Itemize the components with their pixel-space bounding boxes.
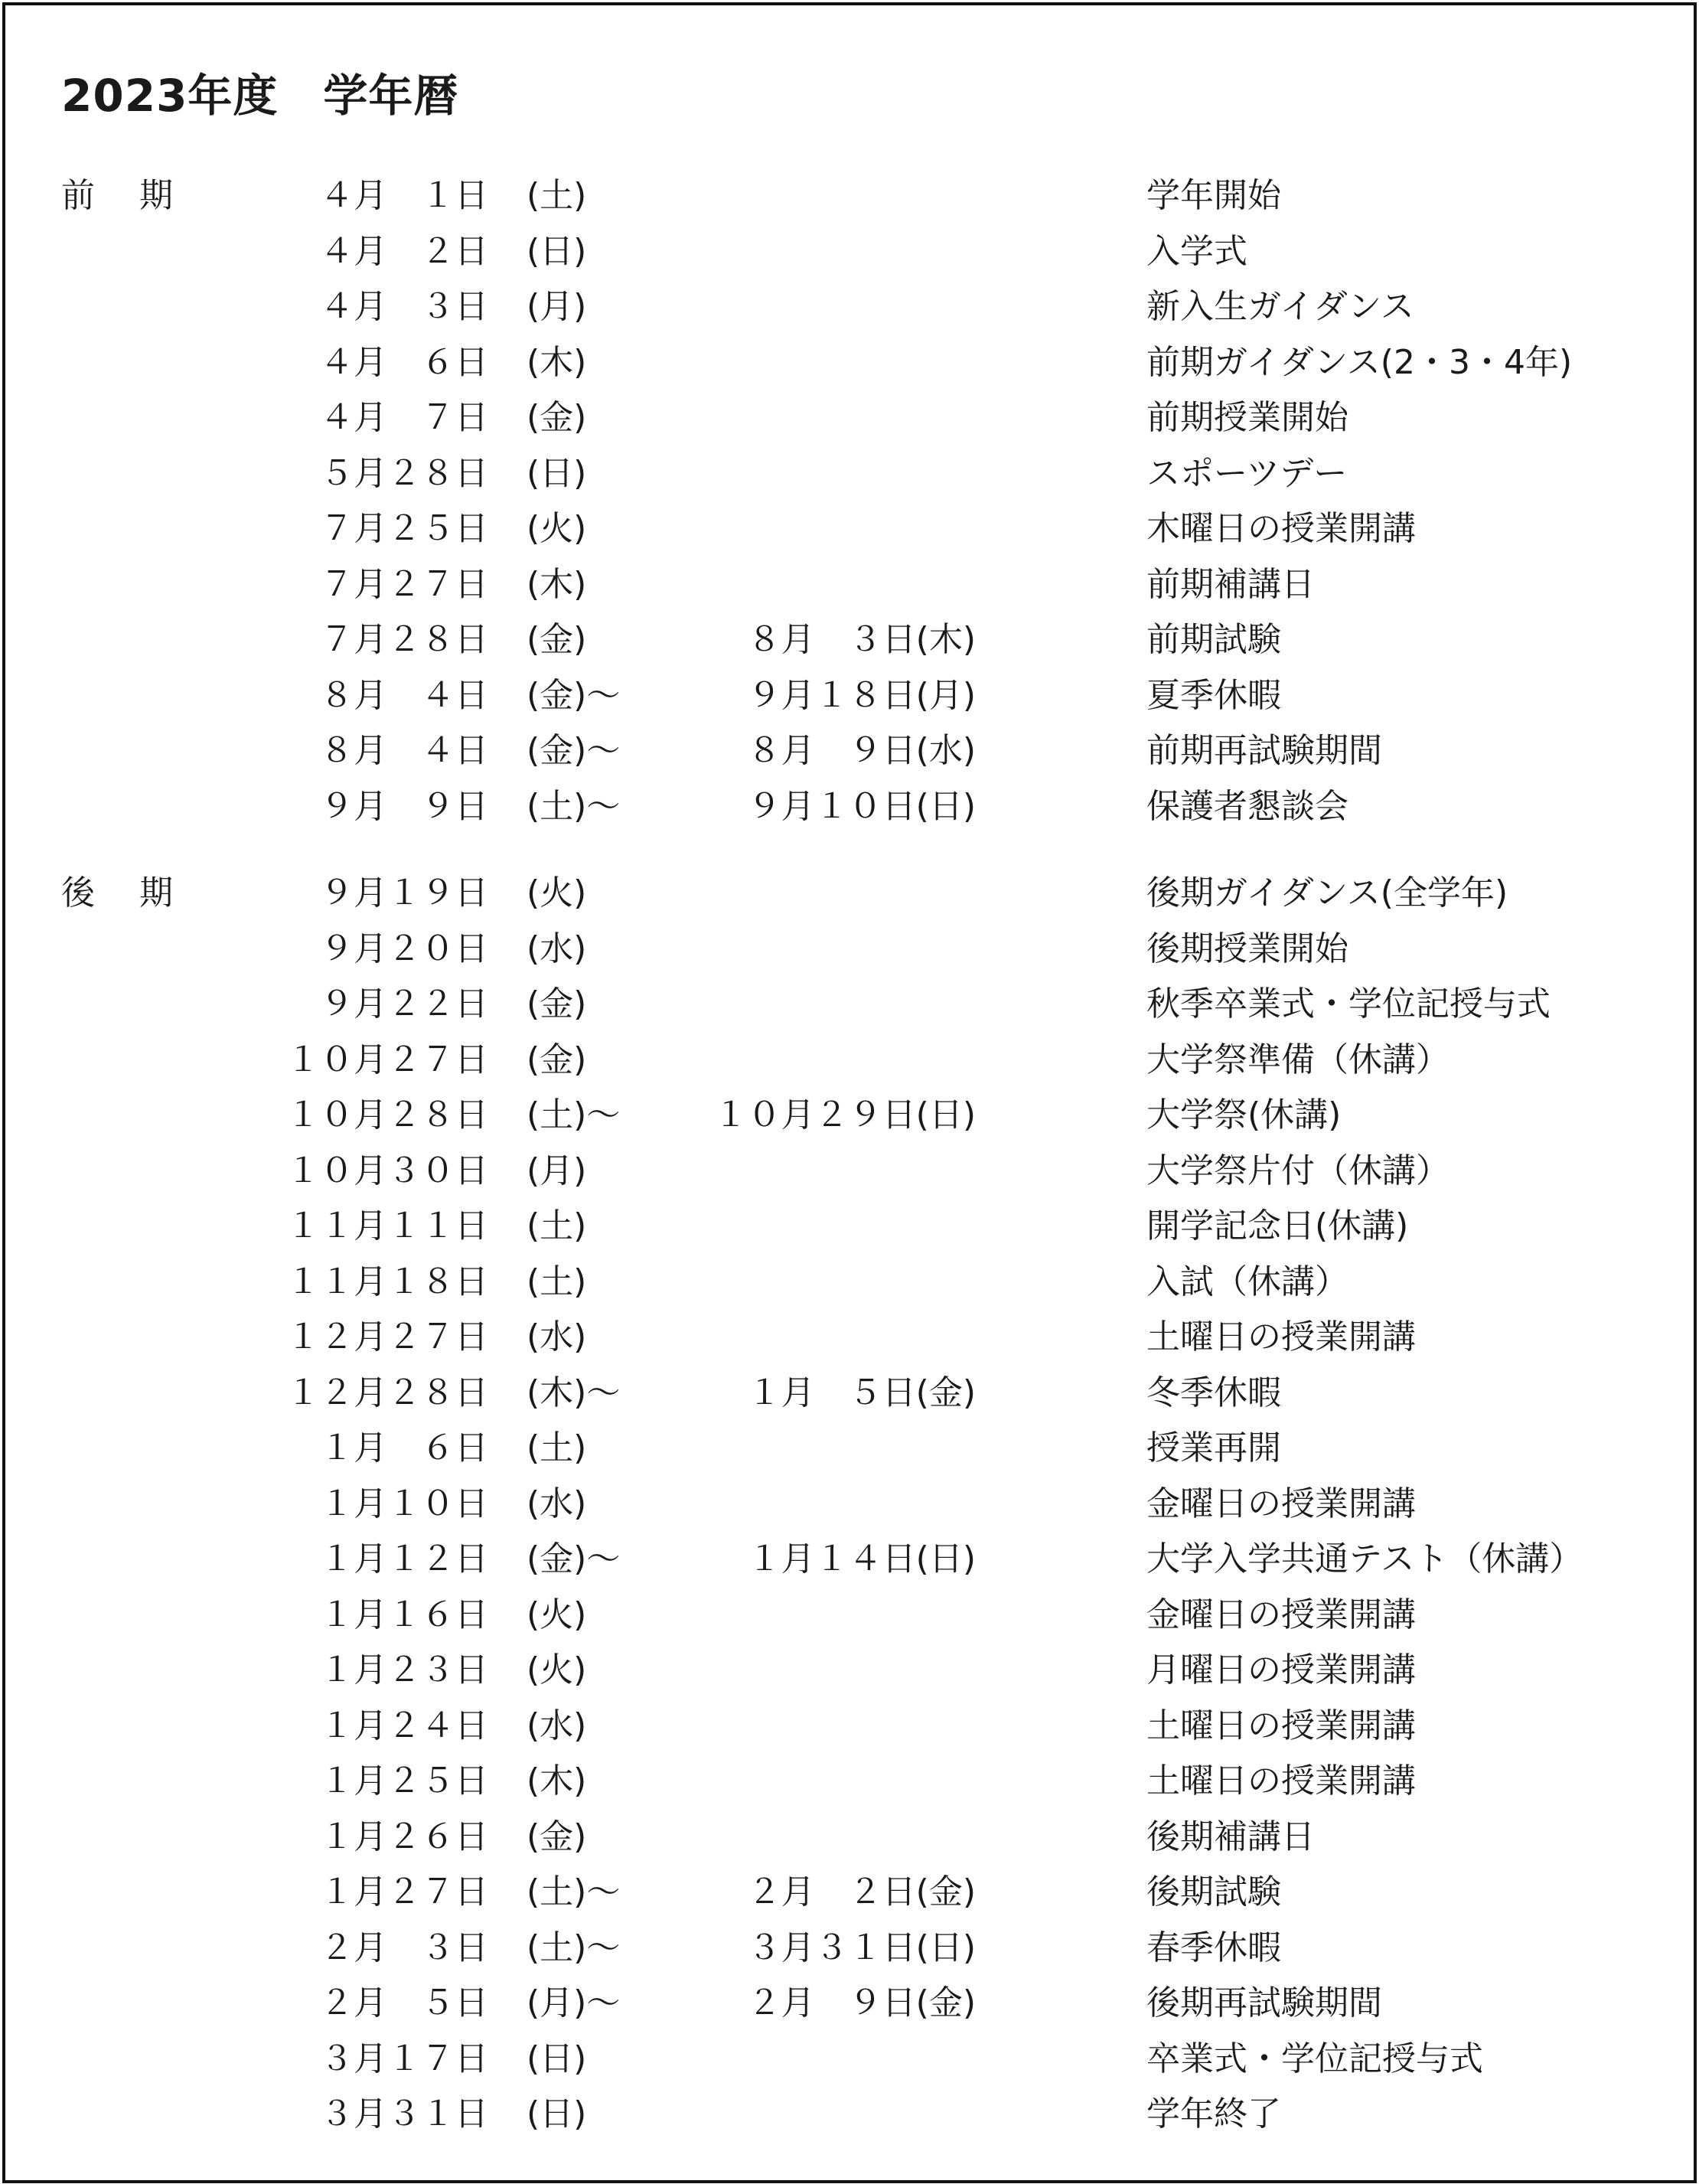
start-date: １月２３日: [320, 1650, 488, 1689]
calendar-row: [0, 1588, 1699, 1644]
start-date: １２月２７日: [286, 1317, 488, 1356]
calendar-row: [0, 224, 1699, 280]
end-date: １月１４日(日): [747, 1539, 976, 1578]
start-date: １月２４日: [320, 1706, 488, 1745]
day-of-week: (土): [527, 1428, 587, 1467]
start-date: ４月 ７日: [320, 398, 488, 437]
end-date: ９月１８日(月): [747, 675, 976, 715]
event-name: 月曜日の授業開講: [1146, 1650, 1416, 1689]
day-of-week: (水): [527, 1484, 587, 1523]
start-date: ８月 ４日: [320, 675, 488, 715]
start-date: １２月２８日: [286, 1373, 488, 1412]
start-date: ９月２０日: [320, 929, 488, 968]
event-name: 入試（休講）: [1146, 1262, 1348, 1301]
calendar-row: [0, 1255, 1699, 1311]
start-date: ３月１７日: [320, 2039, 488, 2078]
day-of-week: (日): [527, 2039, 587, 2078]
event-name: 前期授業開始: [1146, 398, 1348, 437]
day-of-week: (日): [527, 2094, 587, 2133]
event-name: 金曜日の授業開講: [1146, 1484, 1416, 1523]
end-date: ９月１０日(日): [747, 786, 976, 826]
event-name: 入学式: [1146, 231, 1247, 271]
start-date: ４月 １日: [320, 176, 488, 215]
event-name: 保護者懇談会: [1146, 786, 1348, 826]
event-name: 学年終了: [1146, 2094, 1281, 2133]
day-of-week: (金)～: [527, 731, 621, 770]
event-name: 大学祭準備（休講）: [1146, 1040, 1450, 1079]
day-of-week: (火): [527, 1650, 587, 1689]
day-of-week: (日): [527, 231, 587, 271]
start-date: １１月１１日: [286, 1206, 488, 1245]
second-semester-section: [0, 866, 1699, 2143]
event-name: 開学記念日(休講): [1146, 1206, 1409, 1245]
calendar-row: [0, 1477, 1699, 1533]
calendar-row: [0, 779, 1699, 835]
start-date: １１月１８日: [286, 1262, 488, 1301]
day-of-week: (金): [527, 984, 587, 1023]
first-semester-section: [0, 168, 1699, 834]
day-of-week: (水): [527, 1706, 587, 1745]
event-name: 後期再試験期間: [1146, 1983, 1382, 2022]
event-name: 前期試験: [1146, 620, 1281, 659]
page-title: 2023年度 学年暦: [61, 70, 459, 122]
calendar-row: [0, 501, 1699, 557]
start-date: ３月３１日: [320, 2094, 488, 2133]
start-date: １月２６日: [320, 1817, 488, 1856]
calendar-row: [0, 1532, 1699, 1588]
start-date: ５月２８日: [320, 453, 488, 493]
day-of-week: (土): [527, 1206, 587, 1245]
event-name: 土曜日の授業開講: [1146, 1317, 1416, 1356]
end-date: ３月３１日(日): [747, 1928, 976, 1967]
end-date: ８月 ３日(木): [747, 620, 976, 659]
day-of-week: (木): [527, 342, 587, 382]
end-date: ８月 ９日(水): [747, 731, 976, 770]
event-name: スポーツデー: [1146, 453, 1348, 493]
start-date: １０月２８日: [286, 1095, 488, 1134]
day-of-week: (金)～: [527, 1539, 621, 1578]
calendar-row: [0, 1144, 1699, 1200]
event-name: 秋季卒業式・学位記授与式: [1146, 984, 1551, 1023]
event-name: 春季休暇: [1146, 1928, 1281, 1967]
semester-label: 後 期: [61, 873, 190, 912]
event-name: 大学祭(休講): [1146, 1095, 1342, 1134]
start-date: １月 ６日: [320, 1428, 488, 1467]
event-name: 木曜日の授業開講: [1146, 509, 1416, 548]
day-of-week: (木)～: [527, 1373, 621, 1412]
event-name: 大学祭片付（休講）: [1146, 1151, 1450, 1190]
start-date: ９月１９日: [320, 873, 488, 912]
start-date: ７月２７日: [320, 564, 488, 604]
end-date: １０月２９日(日): [713, 1095, 976, 1134]
day-of-week: (土)～: [527, 1928, 621, 1967]
calendar-row: [0, 390, 1699, 446]
calendar-row: [0, 668, 1699, 724]
start-date: １月２５日: [320, 1761, 488, 1800]
calendar-row: [0, 557, 1699, 613]
calendar-row: [0, 1865, 1699, 1921]
start-date: ４月 ３日: [320, 287, 488, 326]
day-of-week: (土)～: [527, 1095, 621, 1134]
start-date: ９月 ９日: [320, 786, 488, 826]
calendar-row: [0, 168, 1699, 224]
event-name: 授業再開: [1146, 1428, 1281, 1467]
start-date: １０月２７日: [286, 1040, 488, 1079]
calendar-row: [0, 1033, 1699, 1089]
event-name: 後期試験: [1146, 1872, 1281, 1911]
event-name: 金曜日の授業開講: [1146, 1595, 1416, 1634]
day-of-week: (月): [527, 1151, 587, 1190]
calendar-row: [0, 1810, 1699, 1866]
day-of-week: (木): [527, 1761, 587, 1800]
event-name: 前期補講日: [1146, 564, 1315, 604]
day-of-week: (月): [527, 287, 587, 326]
day-of-week: (金): [527, 1817, 587, 1856]
event-name: 後期ガイダンス(全学年): [1146, 873, 1508, 912]
day-of-week: (木): [527, 564, 587, 604]
event-name: 冬季休暇: [1146, 1373, 1281, 1412]
start-date: １０月３０日: [286, 1151, 488, 1190]
calendar-row: [0, 2087, 1699, 2143]
calendar-row: [0, 612, 1699, 668]
event-name: 土曜日の授業開講: [1146, 1761, 1416, 1800]
calendar-row: [0, 922, 1699, 978]
day-of-week: (土)～: [527, 786, 621, 826]
day-of-week: (月)～: [527, 1983, 621, 2022]
day-of-week: (火): [527, 1595, 587, 1634]
calendar-row: [0, 1366, 1699, 1422]
calendar-row: [0, 1754, 1699, 1810]
event-name: 大学入学共通テスト（休講）: [1146, 1539, 1583, 1578]
day-of-week: (水): [527, 1317, 587, 1356]
start-date: １月１０日: [320, 1484, 488, 1523]
start-date: ７月２５日: [320, 509, 488, 548]
calendar-row: [0, 1976, 1699, 2032]
calendar-row: [0, 1199, 1699, 1255]
calendar-row: [0, 1310, 1699, 1366]
start-date: ２月 ３日: [320, 1928, 488, 1967]
event-name: 前期再試験期間: [1146, 731, 1382, 770]
event-name: 後期補講日: [1146, 1817, 1315, 1856]
start-date: ２月 ５日: [320, 1983, 488, 2022]
day-of-week: (火): [527, 873, 587, 912]
start-date: ４月 ２日: [320, 231, 488, 271]
day-of-week: (金)～: [527, 675, 621, 715]
day-of-week: (土)～: [527, 1872, 621, 1911]
calendar-row: [0, 1643, 1699, 1699]
day-of-week: (土): [527, 176, 587, 215]
day-of-week: (日): [527, 453, 587, 493]
calendar-row: [0, 1699, 1699, 1755]
event-name: 後期授業開始: [1146, 929, 1348, 968]
event-name: 土曜日の授業開講: [1146, 1706, 1416, 1745]
start-date: ７月２８日: [320, 620, 488, 659]
day-of-week: (水): [527, 929, 587, 968]
calendar-row: [0, 2032, 1699, 2088]
calendar-row: [0, 1421, 1699, 1477]
start-date: １月１６日: [320, 1595, 488, 1634]
end-date: １月 ５日(金): [747, 1373, 976, 1412]
calendar-row: [0, 446, 1699, 502]
day-of-week: (金): [527, 398, 587, 437]
start-date: １月２７日: [320, 1872, 488, 1911]
calendar-row: [0, 866, 1699, 922]
start-date: ４月 ６日: [320, 342, 488, 382]
day-of-week: (土): [527, 1262, 587, 1301]
start-date: ８月 ４日: [320, 731, 488, 770]
start-date: １月１２日: [320, 1539, 488, 1578]
calendar-row: [0, 279, 1699, 335]
event-name: 学年開始: [1146, 176, 1281, 215]
day-of-week: (金): [527, 1040, 587, 1079]
start-date: ９月２２日: [320, 984, 488, 1023]
day-of-week: (金): [527, 620, 587, 659]
end-date: ２月 ２日(金): [747, 1872, 976, 1911]
calendar-row: [0, 1921, 1699, 1977]
calendar-row: [0, 335, 1699, 391]
event-name: 卒業式・学位記授与式: [1146, 2039, 1483, 2078]
event-name: 前期ガイダンス(2・3・4年): [1146, 342, 1573, 382]
calendar-row: [0, 723, 1699, 779]
end-date: ２月 ９日(金): [747, 1983, 976, 2022]
semester-label: 前 期: [61, 176, 190, 215]
calendar-row: [0, 1088, 1699, 1144]
calendar-row: [0, 977, 1699, 1033]
event-name: 新入生ガイダンス: [1146, 287, 1414, 326]
event-name: 夏季休暇: [1146, 675, 1281, 715]
day-of-week: (火): [527, 509, 587, 548]
